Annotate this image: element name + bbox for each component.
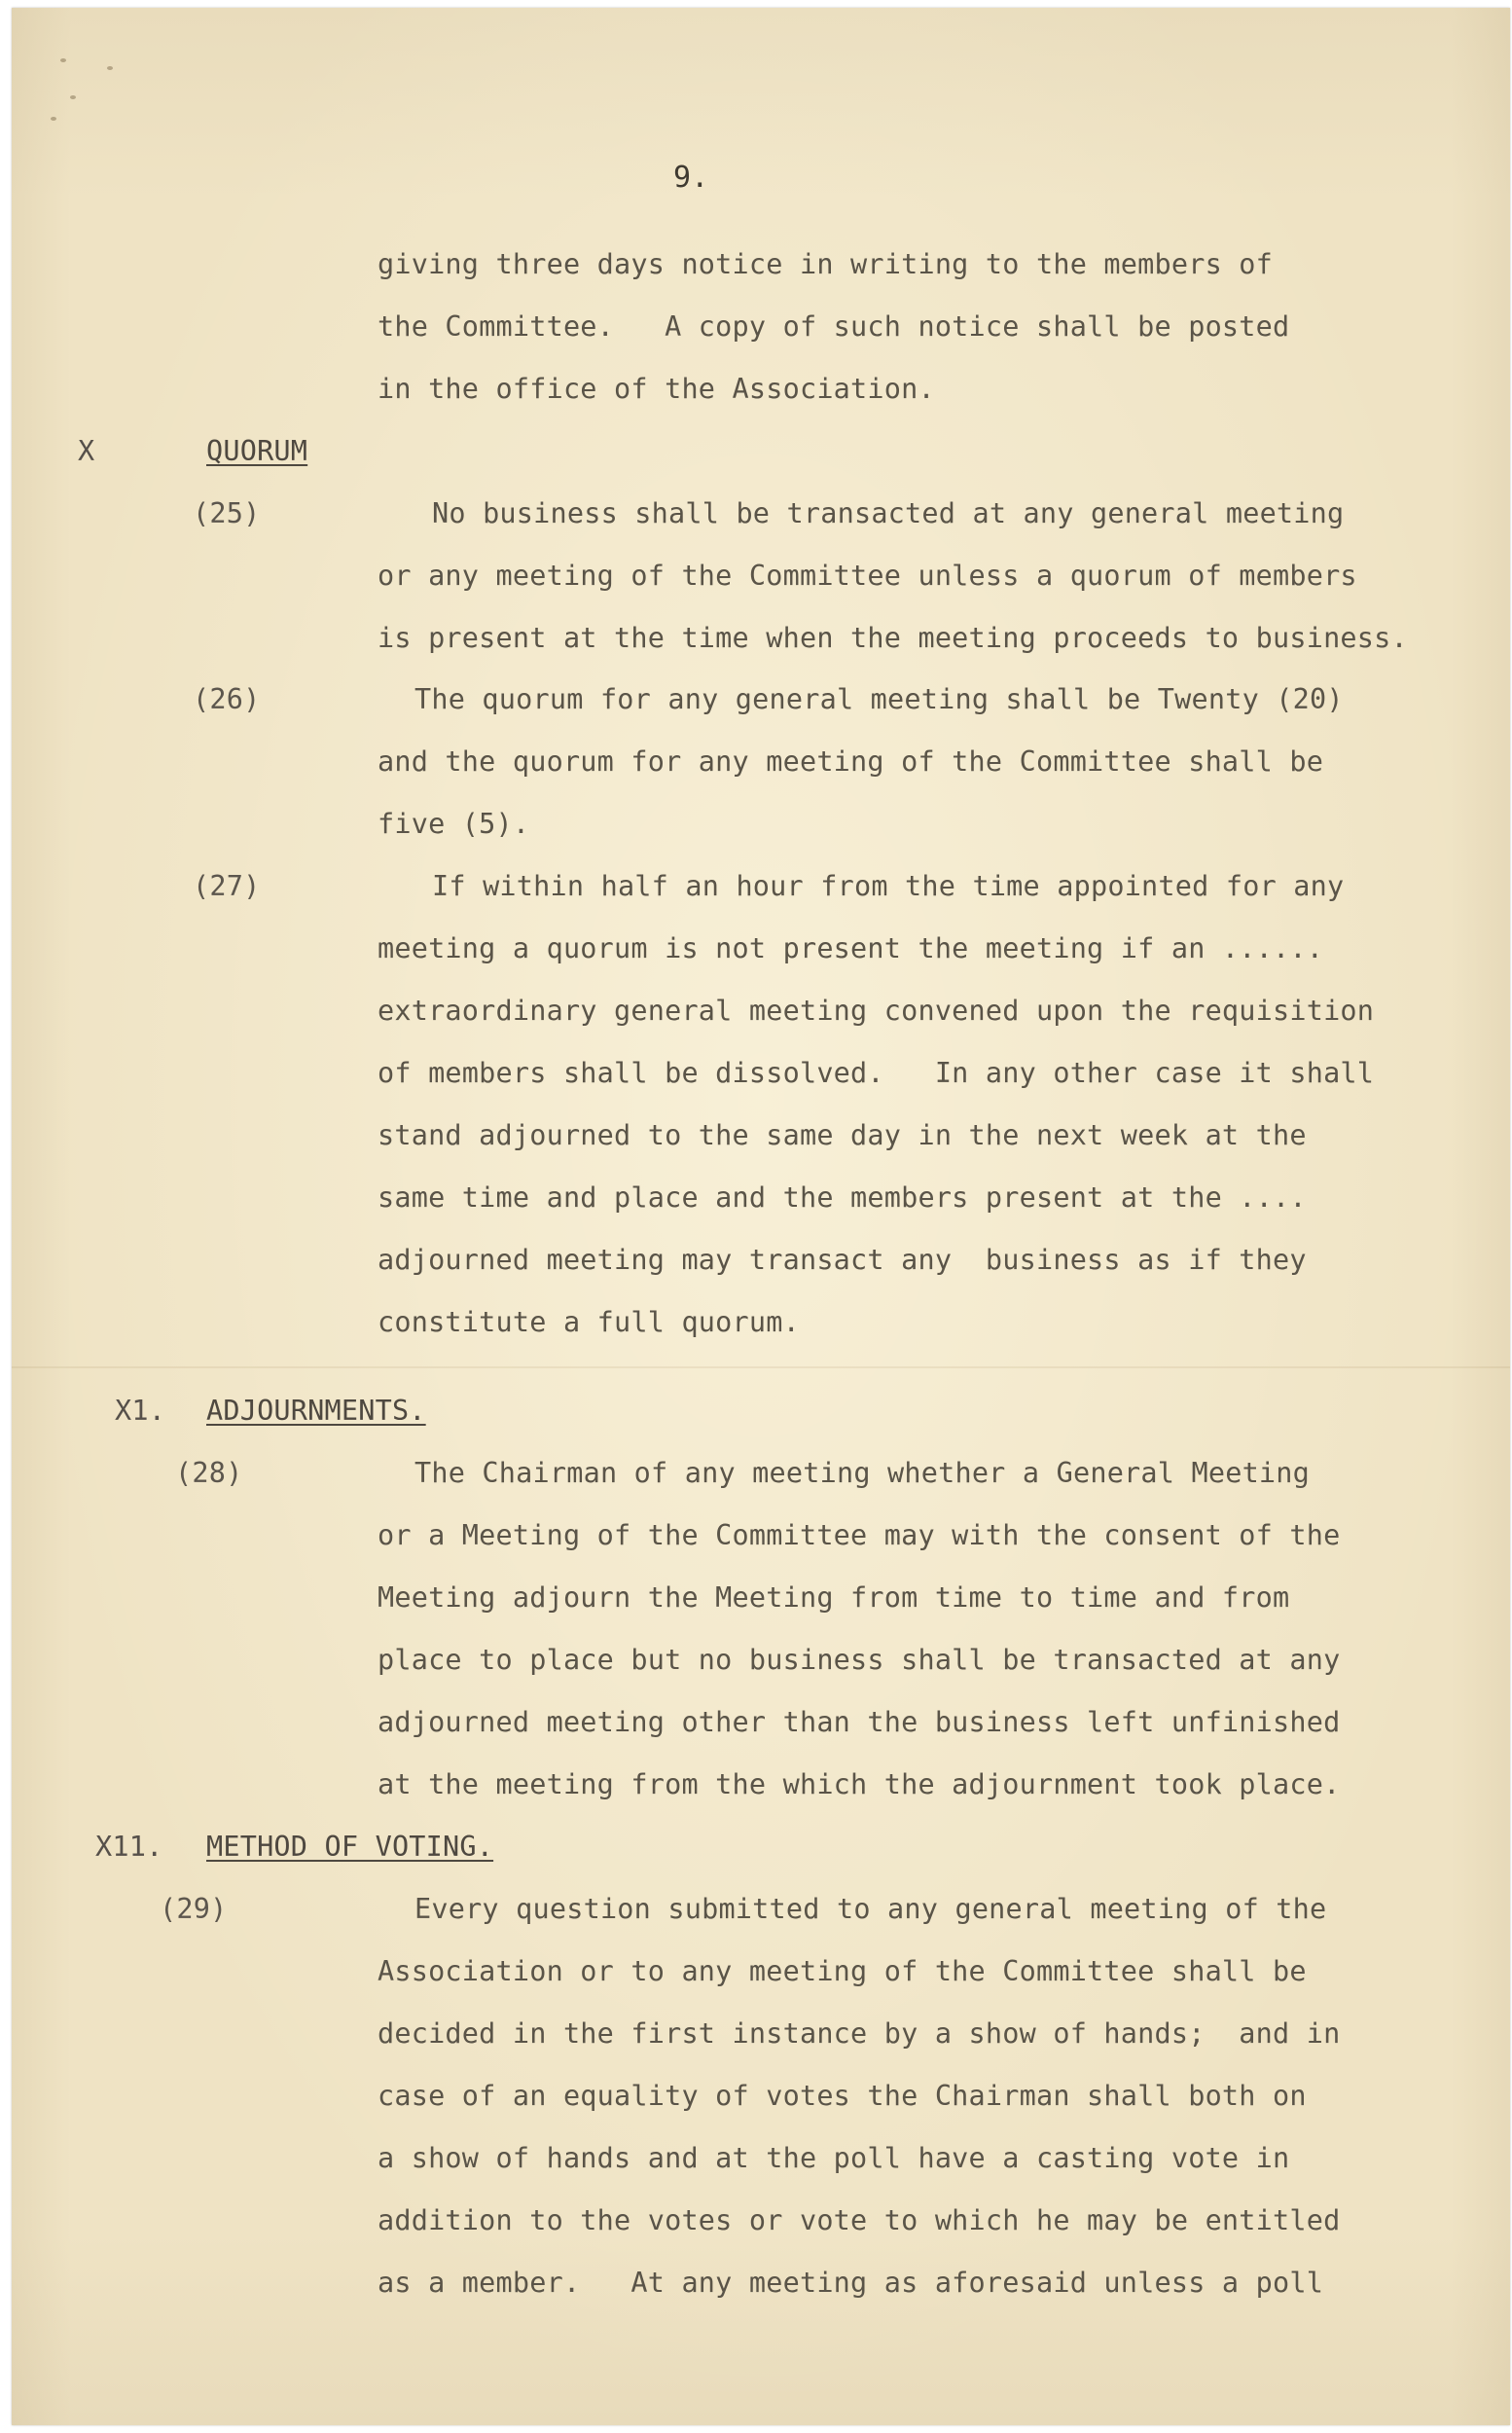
section-heading: ADJOURNMENTS. bbox=[206, 1395, 426, 1427]
body-line: Meeting adjourn the Meeting from time to time and from bbox=[378, 1581, 1290, 1614]
paper-speck bbox=[70, 95, 76, 99]
body-line: adjourned meeting may transact any business as if they bbox=[378, 1244, 1307, 1276]
body-line: giving three days notice in writing to the members of bbox=[378, 248, 1273, 280]
body-line: stand adjourned to the same day in the next week at the bbox=[378, 1119, 1307, 1151]
body-line: the Committee. A copy of such notice shall be posted bbox=[378, 310, 1290, 343]
body-line: meeting a quorum is not present the meeting if an ...... bbox=[378, 932, 1324, 964]
body-line: Association or to any meeting of the Committee shall be bbox=[378, 1955, 1307, 1987]
body-line: five (5). bbox=[378, 808, 530, 840]
paper-fold-line bbox=[12, 1366, 1510, 1368]
body-line: extraordinary general meeting convened upon the requisition bbox=[378, 995, 1375, 1027]
section-numeral: X11. bbox=[95, 1831, 163, 1863]
body-line: or any meeting of the Committee unless a quorum of members bbox=[378, 560, 1357, 592]
body-line: a show of hands and at the poll have a casting vote in bbox=[378, 2142, 1290, 2174]
clause-number: (25) bbox=[193, 497, 261, 529]
body-line: adjourned meeting other than the business left unfinished bbox=[378, 1706, 1341, 1738]
body-line: If within half an hour from the time appointed for any bbox=[432, 870, 1345, 902]
document-page bbox=[12, 8, 1510, 2425]
body-line: in the office of the Association. bbox=[378, 373, 935, 405]
paper-speck bbox=[107, 66, 113, 70]
body-line: Every question submitted to any general meeting of the bbox=[414, 1893, 1327, 1925]
clause-number: (28) bbox=[175, 1457, 243, 1489]
body-line: constitute a full quorum. bbox=[378, 1306, 800, 1338]
paper-speck bbox=[51, 117, 56, 121]
body-line: The quorum for any general meeting shall be Twenty (20) bbox=[414, 683, 1344, 715]
body-line: same time and place and the members present at the .... bbox=[378, 1181, 1307, 1214]
body-line: at the meeting from the which the adjournment took place. bbox=[378, 1768, 1341, 1800]
body-line: as a member. At any meeting as aforesaid unless a poll bbox=[378, 2267, 1324, 2299]
body-line: place to place but no business shall be transacted at any bbox=[378, 1644, 1341, 1676]
section-heading: QUORUM bbox=[206, 435, 308, 467]
body-line: case of an equality of votes the Chairman shall both on bbox=[378, 2080, 1307, 2112]
body-line: or a Meeting of the Committee may with the consent of the bbox=[378, 1519, 1341, 1551]
page-number: 9. bbox=[673, 161, 709, 195]
body-line: addition to the votes or vote to which he may be entitled bbox=[378, 2204, 1341, 2236]
paper-speck bbox=[60, 58, 66, 62]
section-numeral: X1. bbox=[115, 1395, 166, 1427]
body-line: No business shall be transacted at any general meeting bbox=[432, 497, 1345, 529]
body-line: and the quorum for any meeting of the Committee shall be bbox=[378, 745, 1324, 778]
clause-number: (29) bbox=[160, 1893, 228, 1925]
body-line: decided in the first instance by a show of hands; and in bbox=[378, 2017, 1341, 2050]
section-numeral: X bbox=[78, 435, 95, 467]
body-line: The Chairman of any meeting whether a General Meeting bbox=[414, 1457, 1310, 1489]
clause-number: (26) bbox=[193, 683, 261, 715]
clause-number: (27) bbox=[193, 870, 261, 902]
body-line: of members shall be dissolved. In any other case it shall bbox=[378, 1057, 1375, 1089]
section-heading: METHOD OF VOTING. bbox=[206, 1831, 494, 1863]
body-line: is present at the time when the meeting proceeds to business. bbox=[378, 622, 1408, 654]
